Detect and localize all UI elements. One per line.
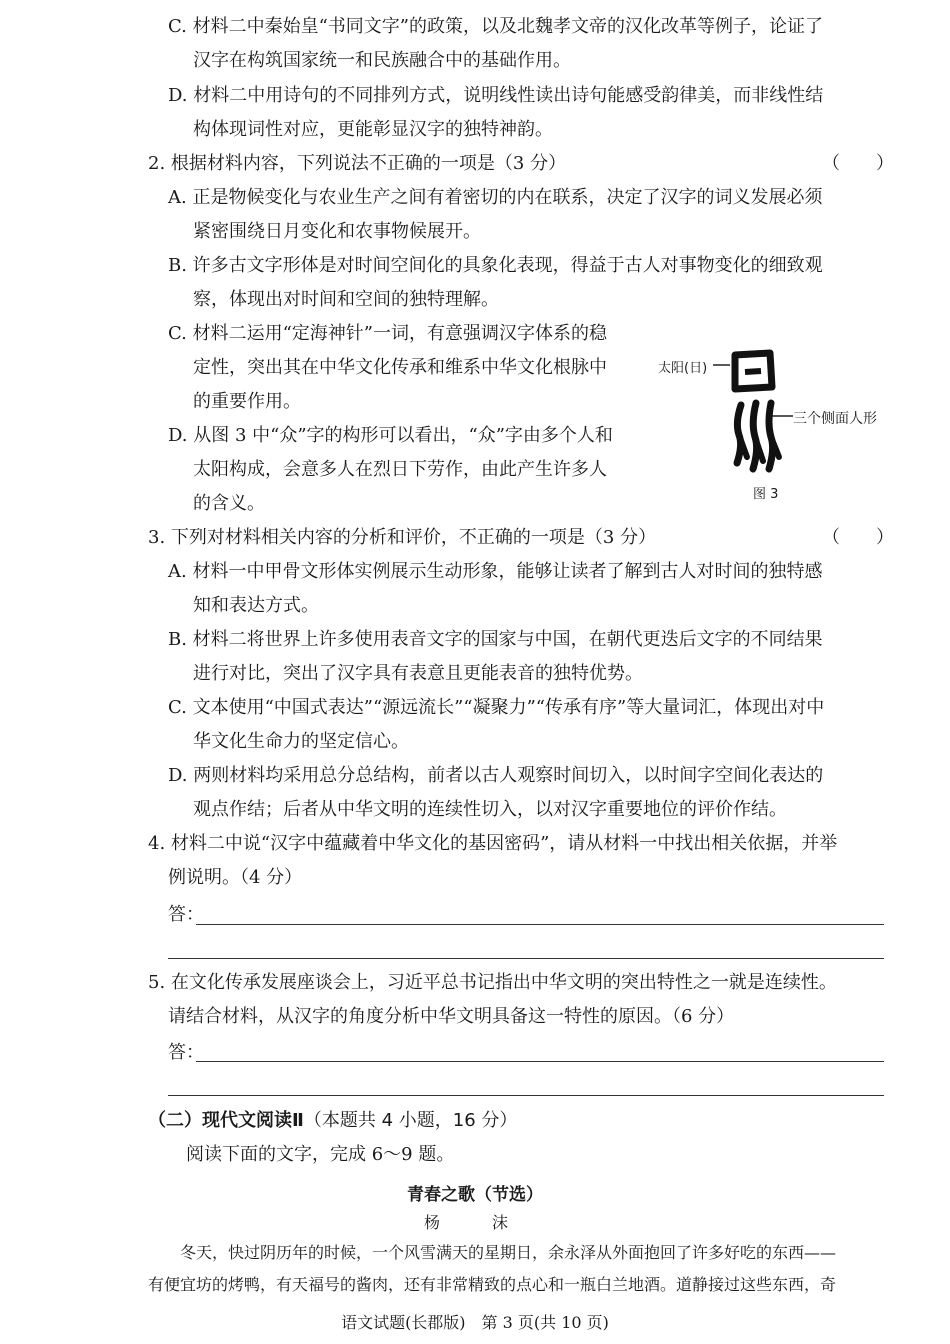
q4-stem-line1: 4. 材料二中说“汉字中蕴藏着中华文化的基因密码”，请从材料一中找出相关依据，并举 [148, 833, 838, 854]
passage-line-2: 有便宜坊的烤鸭，有天福号的酱肉，还有非常精致的点心和一瓶白兰地酒。道静接过这些东西，奇 [148, 1275, 837, 1294]
figure-label-sun: 太阳(日) [658, 361, 708, 376]
passage-author: 杨 沫 [423, 1213, 526, 1232]
q2-option-d-line2: 太阳构成，会意多人在烈日下劳作，由此产生许多人 [193, 459, 607, 480]
q2-option-a-line2: 紧密围绕日月变化和农事物候展开。 [193, 221, 481, 242]
page-footer: 语文试题(长郡版) 第 3 页(共 10 页) [341, 1313, 609, 1332]
q1-option-c-line1: C. 材料二中秦始皇“书同文字”的政策，以及北魏孝文帝的汉化改革等例子，论证了 [168, 16, 823, 37]
q3-option-a-line1: A. 材料一中甲骨文形体实例展示生动形象，能够让读者了解到古人对时间的独特感 [168, 561, 823, 582]
q3-option-c-line2: 华文化生命力的坚定信心。 [193, 731, 409, 752]
q4-stem-line2: 例说明。（4 分） [168, 867, 303, 888]
q2-option-c-line3: 的重要作用。 [193, 391, 301, 412]
q2-option-d-line1: D. 从图 3 中“众”字的构形可以看出，“众”字由多个人和 [168, 425, 613, 446]
section-heading-title: （二）现代文阅读Ⅱ [148, 1110, 304, 1131]
q1-option-d-line1: D. 材料二中用诗句的不同排列方式，说明线性读出诗句能感受韵律美，而非线性结 [168, 85, 824, 106]
q3-answer-paren: （ ） [822, 527, 894, 548]
q3-option-b-line2: 进行对比，突出了汉字具有表意且更能表音的独特优势。 [193, 663, 643, 684]
q2-option-b-line2: 察，体现出对时间和空间的独特理解。 [193, 289, 499, 310]
section-heading-info: （本题共 4 小题，16 分） [303, 1110, 518, 1131]
figure-caption: 图 3 [753, 487, 779, 502]
oracle-bone-zhong-glyph [655, 345, 895, 505]
passage-title: 青春之歌（节选） [407, 1185, 543, 1205]
q4-answer-label: 答： [168, 904, 204, 925]
q3-option-d-line2: 观点作结；后者从中华文明的连续性切入，以对汉字重要地位的评价作结。 [193, 799, 787, 820]
q5-answer-line-2[interactable] [168, 1095, 884, 1096]
q2-option-d-line3: 的含义。 [193, 493, 265, 514]
q3-option-c-line1: C. 文本使用“中国式表达”“源远流长”“凝聚力”“传承有序”等大量词汇，体现出对中 [168, 697, 825, 718]
q5-stem-line2: 请结合材料，从汉字的角度分析中华文明具备这一特性的原因。（6 分） [168, 1006, 735, 1027]
q5-stem-line1: 5. 在文化传承发展座谈会上，习近平总书记指出中华文明的突出特性之一就是连续性。 [148, 972, 837, 993]
figure-3 [655, 345, 895, 505]
q1-option-c-line2: 汉字在构筑国家统一和民族融合中的基础作用。 [193, 50, 571, 71]
reading-instruction: 阅读下面的文字，完成 6～9 题。 [186, 1144, 455, 1165]
passage-line-1: 冬天，快过阴历年的时候，一个风雪满天的星期日，余永泽从外面抱回了许多好吃的东西—— [180, 1243, 837, 1262]
q3-stem: 3. 下列对材料相关内容的分析和评价，不正确的一项是（3 分） [148, 527, 657, 548]
q3-option-b-line1: B. 材料二将世界上许多使用表音文字的国家与中国，在朝代更迭后文字的不同结果 [168, 629, 823, 650]
q2-option-b-line1: B. 许多古文字形体是对时间空间化的具象化表现，得益于古人对事物变化的细致观 [168, 255, 823, 276]
section-heading [148, 1108, 517, 1134]
q5-answer-label: 答： [168, 1042, 204, 1063]
figure-label-people: 三个侧面人形 [793, 411, 877, 427]
q1-option-d-line2: 构体现词性对应，更能彰显汉字的独特神韵。 [193, 119, 553, 140]
q2-option-c-line2: 定性，突出其在中华文化传承和维系中华文化根脉中 [193, 357, 607, 378]
q2-stem: 2. 根据材料内容，下列说法不正确的一项是（3 分） [148, 153, 567, 174]
q3-option-a-line2: 知和表达方式。 [193, 595, 319, 616]
q4-answer-line-2[interactable] [168, 958, 884, 959]
q4-answer-line-1[interactable] [196, 924, 884, 925]
q2-answer-paren: （ ） [822, 153, 894, 174]
q3-option-d-line1: D. 两则材料均采用总分总结构，前者以古人观察时间切入，以时间字空间化表达的 [168, 765, 824, 786]
q2-option-c-line1: C. 材料二运用“定海神针”一词，有意强调汉字体系的稳 [168, 323, 607, 344]
q5-answer-line-1[interactable] [196, 1061, 884, 1062]
q2-option-a-line1: A. 正是物候变化与农业生产之间有着密切的内在联系，决定了汉字的词义发展必须 [168, 187, 823, 208]
